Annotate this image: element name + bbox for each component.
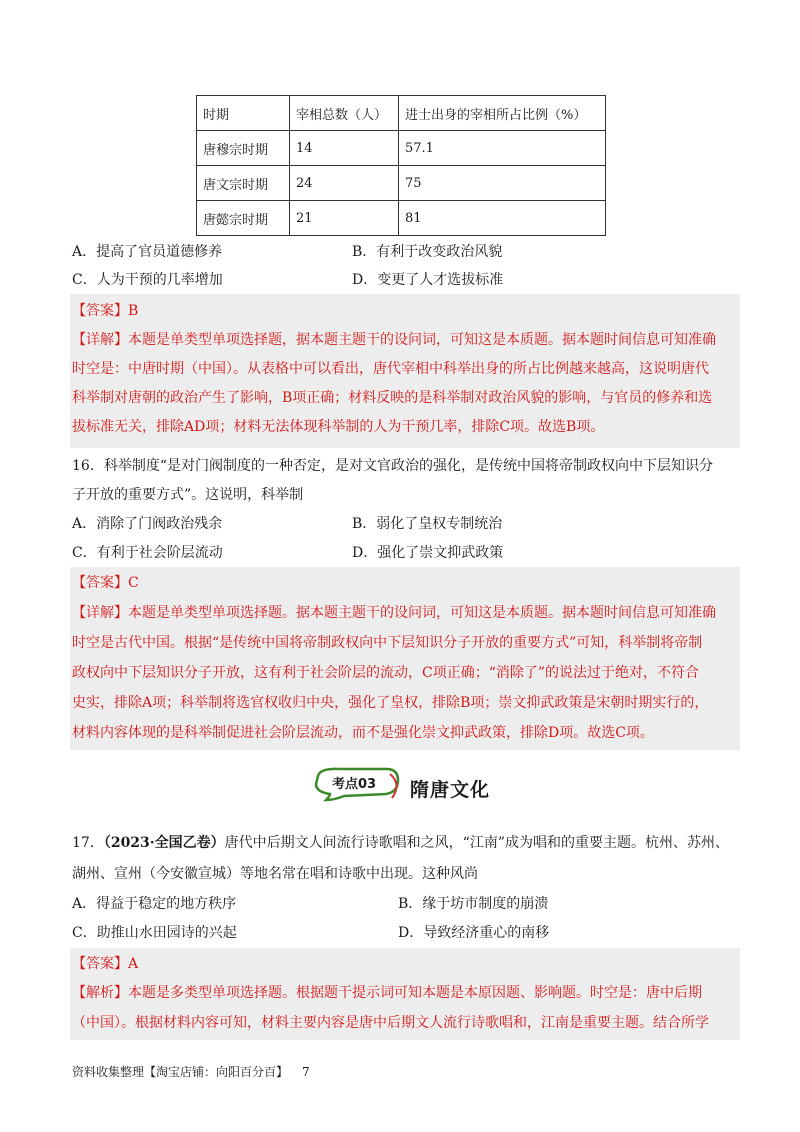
q16-stem-line: 子开放的重要方式”。这说明，科举制: [72, 487, 304, 503]
table-cell: 81: [399, 201, 606, 236]
q15-option-d: D．变更了人才选拔标准: [352, 272, 504, 288]
q16-option-c: C．有利于社会阶层流动: [72, 545, 223, 561]
q15-explain-line: 拔标准无关，排除AD项；材料无法体现科举制的人为干预几率，排除C项。故选B项。: [72, 419, 605, 435]
q17-explain-line: （中国）。根据材料内容可知，材料主要内容是唐中后期文人流行诗歌唱和，江南是重要主题。结合所学: [72, 1015, 709, 1031]
table-cell: 21: [290, 201, 399, 236]
q17-explain-line: 【解析】本题是多类型单项选择题。根据题干提示词可知本题是本原因题、影响题。时空是：唐中后期: [72, 985, 702, 1001]
q17-number: 17．: [72, 835, 104, 851]
page-number: 7: [302, 1065, 310, 1079]
badge-leaf-icon: [310, 766, 402, 802]
table-row: [197, 166, 606, 201]
data-table: [196, 95, 606, 236]
table-cell: 14: [290, 131, 399, 166]
q16-explain-line: 时空是古代中国。根据“是传统中国将帝制政权向中下层知识分子开放的重要方式”可知，科举制将帝制: [72, 635, 703, 651]
table-cell: 57.1: [399, 131, 606, 166]
q17-source: （2023·全国乙卷）: [103, 835, 225, 851]
table-cell: 唐穆宗时期: [197, 131, 290, 166]
table-header-row: [197, 96, 606, 131]
q17-stem-text: 唐代中后期文人间流行诗歌唱和之风，“江南”成为唱和的重要主题。杭州、苏州、: [224, 835, 729, 851]
q15-option-a: A．提高了官员道德修养: [72, 244, 223, 260]
table-cell: 24: [290, 166, 399, 201]
q16-explain-line: 【详解】本题是单类型单项选择题。据本题主题干的设问词，可知这是本质题。据本题时间信息可知准确: [72, 605, 716, 621]
q15-option-b: B．有利于改变政治风貌: [352, 244, 503, 260]
q15-explain-line: 【详解】本题是单类型单项选择题，据本题主题干的设问词，可知这是本质题。据本题时间信息可知准确: [72, 332, 716, 348]
q17-stem-first-line: [72, 833, 729, 853]
q15-answer: 【答案】B: [72, 303, 139, 319]
q16-explain-line: 史实，排除A项；科举制将选官权收归中央，强化了皇权，排除B项；崇文抑武政策是宋朝时期实行的，: [72, 695, 709, 711]
section-badge: [310, 766, 402, 802]
q17-option-b: B．缘于坊市制度的崩溃: [398, 896, 549, 912]
table-header-cell: 时期: [197, 96, 290, 131]
page-footer: [72, 1063, 310, 1080]
q15-explain-line: 时空是：中唐时期（中国）。从表格中可以看出，唐代宰相中科举出身的所占比例越来越高，这说明唐代: [72, 361, 709, 377]
table-cell: 唐懿宗时期: [197, 201, 290, 236]
section-title: 隋唐文化: [410, 779, 491, 801]
badge-label: 考点03: [331, 777, 377, 792]
q17-answer: 【答案】A: [72, 956, 139, 972]
q16-explain-line: 材料内容体现的是科举制促进社会阶层流动，而不是强化崇文抑武政策，排除D项。故选C项。: [72, 725, 654, 741]
table-row: [197, 201, 606, 236]
table-header-cell: 进士出身的宰相所占比例（%）: [399, 96, 606, 131]
q16-answer: 【答案】C: [72, 575, 139, 591]
q16-explain-line: 政权向中下层知识分子开放，这有利于社会阶层的流动，C项正确；“消除了”的说法过于绝对，不符合: [72, 665, 700, 681]
q16-option-a: A．消除了门阀政治残余: [72, 516, 223, 532]
q15-option-c: C．人为干预的几率增加: [72, 272, 223, 288]
table-cell: 唐文宗时期: [197, 166, 290, 201]
q17-option-a: A．得益于稳定的地方秩序: [72, 896, 237, 912]
footer-text: 资料收集整理【淘宝店铺：向阳百分百】: [72, 1065, 289, 1079]
q15-explain-line: 科举制对唐朝的政治产生了影响，B项正确；材料反映的是科举制对政治风貌的影响，与官员的修养和选: [72, 390, 713, 406]
q16-stem-line: 16．科举制度“是对门阀制度的一种否定，是对文官政治的强化，是传统中国将帝制政权向中下层知识分: [72, 458, 713, 474]
table-cell: 75: [399, 166, 606, 201]
q16-option-b: B．弱化了皇权专制统治: [352, 516, 503, 532]
table-header-cell: 宰相总数（人）: [290, 96, 399, 131]
q16-option-d: D．强化了崇文抑武政策: [352, 545, 504, 561]
q17-stem-line: 湖州、宣州（今安徽宣城）等地名常在唱和诗歌中出现。这种风尚: [72, 866, 478, 882]
table-row: [197, 131, 606, 166]
q17-option-d: D．导致经济重心的南移: [398, 925, 550, 941]
q17-option-c: C．助推山水田园诗的兴起: [72, 925, 237, 941]
